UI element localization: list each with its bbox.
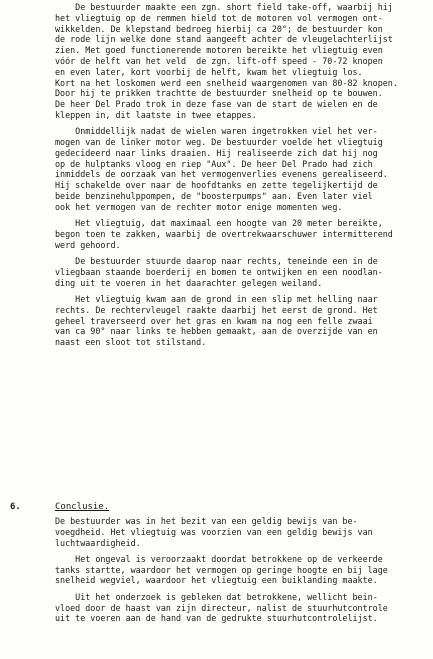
section-number: 6. bbox=[10, 502, 21, 512]
text-line: werd gehoord. bbox=[55, 239, 121, 250]
text-line: Het ongeval is veroorzaakt doordat betrokkene op de verkeerde bbox=[55, 553, 383, 564]
text-line: vliegbaan staande boerderij en bomen te ontwijken en een noodlan- bbox=[55, 266, 383, 277]
text-line: ook het vermogen van de rechter motor enige momenten weg. bbox=[55, 201, 343, 212]
text-line: mogen van de linker motor weg. De bestuurder voelde het vliegtuig bbox=[55, 137, 383, 148]
text-line: Hij schakelde over naar de hoofdtanks en zette tegelijkertijd de bbox=[55, 180, 378, 191]
text-line: vóór de helft van het veld de zgn. lift-off speed - 70-72 knopen bbox=[55, 55, 383, 66]
text-line: zien. Met goed functionerende motoren bereikte het vliegtuig even bbox=[55, 45, 383, 56]
text-line: uit te voeren aan de hand van de gedrukte stuurhutcontrolelijst. bbox=[55, 613, 378, 624]
report-body-text bbox=[55, 2, 427, 348]
text-line: De bestuurder stuurde daarop naar rechts, teneinde een in de bbox=[55, 256, 378, 267]
text-line: De bestuurder maakte een zgn. short field take-off, waarbij hij bbox=[55, 2, 393, 12]
text-line: voegdheid. Het vliegtuig was voorzien van een geldig bewijs van bbox=[55, 526, 373, 537]
text-line: Door hij te prikken trachtte de bestuurder snelheid op te bouwen. bbox=[55, 88, 383, 99]
text-line: Uit het onderzoek is gebleken dat betrokkene, wellicht bein- bbox=[55, 591, 378, 602]
text-line: en even later, kort voorbij de helft, kwam het vliegtuig los. bbox=[55, 66, 363, 77]
conclusion-section bbox=[10, 502, 430, 624]
section-title: Conclusie. bbox=[55, 502, 110, 512]
text-line: wikkelden. De klepstand bedroeg hierbij ca 20°; de bestuurder kon bbox=[55, 23, 383, 34]
text-line: ding uit te voeren in het daarachter gelegen weiland. bbox=[55, 277, 323, 288]
text-line: gedecideerd naar links draaien. Hij realiseerde zich dat hij nog bbox=[55, 147, 378, 158]
text-line: vloed door de haast van zijn directeur, nalist de stuurhutcontrole bbox=[55, 602, 388, 613]
text-line: het vliegtuig op de remmen hield tot de motoren vol vermogen ont- bbox=[55, 12, 383, 23]
text-line: op de hulptanks vloog en riep "Aux". De heer Del Prado had zich bbox=[55, 158, 373, 169]
text-line: begon toen te zakken, waarbij de overtrekwaarschuwer intermitterend bbox=[55, 228, 393, 239]
text-line: Kort na het loskomen werd een snelheid waargenomen van 80-82 knopen. bbox=[55, 77, 398, 88]
text-line: beide benzinehulppompen, de "boosterpumps" aan. Even later viel bbox=[55, 191, 373, 202]
text-line: van ca 90° naar links te hebben gemaakt, aan de overzijde van en bbox=[55, 326, 378, 337]
text-line: De heer Del Prado trok in deze fase van de start de wielen en de bbox=[55, 99, 378, 110]
text-line: De bestuurder was in het bezit van een geldig bewijs van be- bbox=[55, 516, 358, 526]
text-line: luchtwaardigheid. bbox=[55, 537, 141, 548]
text-line: rechts. De rechtervleugel raakte daarbij het eerst de grond. Het bbox=[55, 304, 378, 315]
text-line: Onmiddellijk nadat de wielen waren ingetrokken viel het ver- bbox=[55, 126, 378, 137]
conclusion-text bbox=[55, 516, 430, 624]
text-line: tanks startte, waardoor het vermogen op geringe hoogte en bij lage bbox=[55, 564, 388, 575]
text-line: geheel traverseerd over het gras en kwam na nog een felle zwaai bbox=[55, 315, 373, 326]
text-line: kleppen in, dit laatste in twee etappes. bbox=[55, 109, 257, 120]
text-line: de rode lijn welke done stand aangeeft achter de vleugelachterlijst bbox=[55, 34, 393, 45]
section-heading bbox=[10, 502, 430, 516]
text-line: Het vliegtuig kwam aan de grond in een slip met helling naar bbox=[55, 293, 378, 304]
text-line: naast een sloot tot stilstand. bbox=[55, 337, 207, 348]
text-line: Het vliegtuig, dat maximaal een hoogte van 20 meter bereikte, bbox=[55, 218, 383, 229]
text-line: snelheid wegviel, waardoor het vliegtuig een buiklanding maakte. bbox=[55, 575, 378, 586]
text-line: inmiddels de oorzaak van het vermogenverlies evenens gerealiseerd. bbox=[55, 169, 388, 180]
